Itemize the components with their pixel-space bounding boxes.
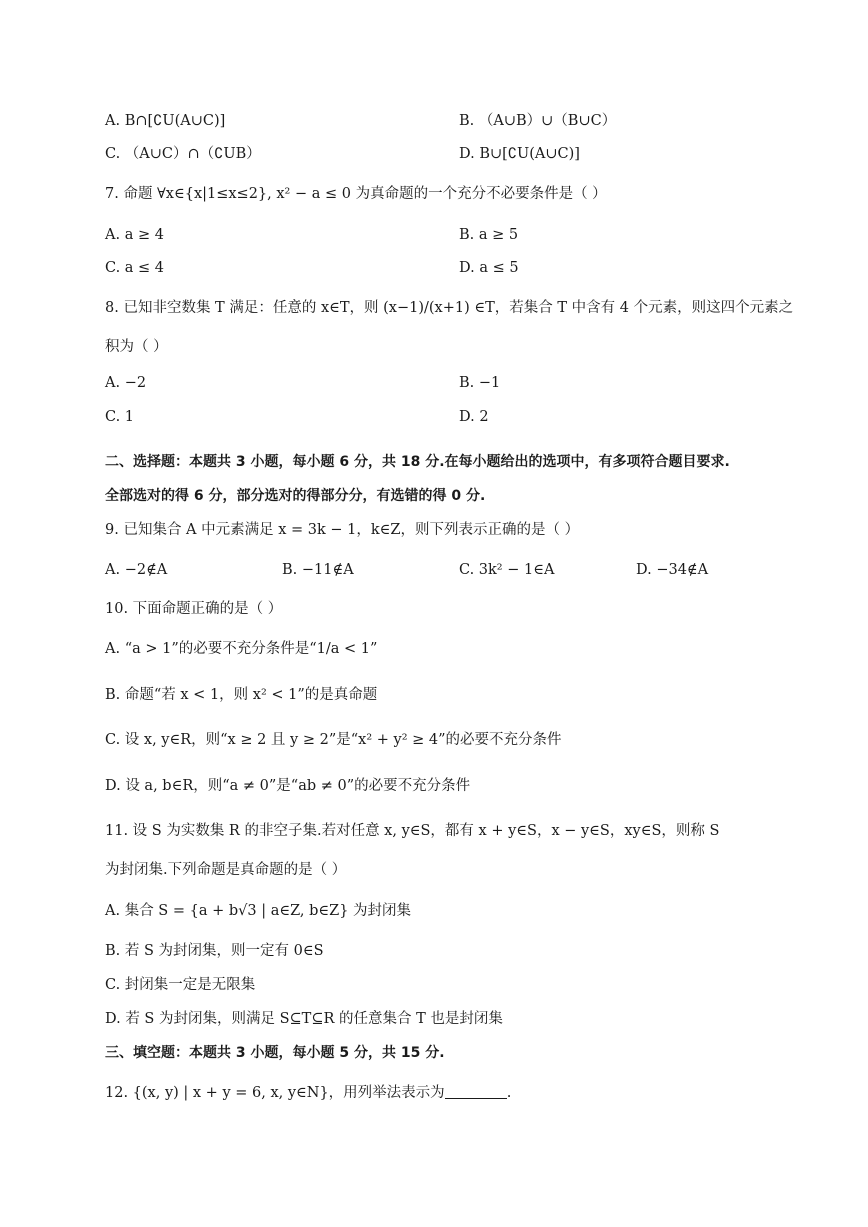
q11-option-c: C. 封闭集一定是无限集 — [105, 977, 256, 993]
q11-option-a: A. 集合 S = {a + b√3 | a∈Z, b∈Z} 为封闭集 — [105, 903, 412, 919]
q9-stem: 9. 已知集合 A 中元素满足 x = 3k − 1，k∈Z，则下列表示正确的是（ ） — [105, 522, 580, 538]
q11-option-d: D. 若 S 为封闭集，则满足 S⊆T⊆R 的任意集合 T 也是封闭集 — [105, 1011, 503, 1027]
q7-option-a: A. a ≥ 4 — [105, 227, 164, 243]
q12-stem: 12. {(x, y) | x + y = 6, x, y∈N}，用列举法表示为 — [105, 1085, 445, 1101]
q11-stem-line1: 11. 设 S 为实数集 R 的非空子集.若对任意 x, y∈S，都有 x + y∈S，x − y∈S，xy∈S，则称 S — [105, 823, 720, 839]
q10-stem: 10. 下面命题正确的是（ ） — [105, 601, 283, 617]
q9-option-b: B. −11∉A — [282, 562, 354, 578]
q9-option-d: D. −34∉A — [636, 562, 709, 578]
section-2-line1: 二、选择题：本题共 3 小题，每小题 6 分，共 18 分.在每小题给出的选项中，有多项符合题目要求. — [105, 454, 730, 470]
q8-option-c: C. 1 — [105, 409, 135, 425]
section-2-line2: 全部选对的得 6 分，部分选对的得部分分，有选错的得 0 分. — [105, 488, 486, 504]
q8-option-b: B. −1 — [459, 375, 501, 391]
q6-option-d: D. B∪[∁U(A∪C)] — [459, 146, 580, 162]
q8-option-d: D. 2 — [459, 409, 489, 425]
q8-stem-line1: 8. 已知非空数集 T 满足：任意的 x∈T，则 (x−1)/(x+1) ∈T，若集合 T 中含有 4 个元素，则这四个元素之 — [105, 300, 794, 316]
q10-option-c: C. 设 x, y∈R，则“x ≥ 2 且 y ≥ 2”是“x² + y² ≥ 4”的必要不充分条件 — [105, 732, 562, 748]
q10-option-a: A. “a > 1”的必要不充分条件是“1/a < 1” — [105, 641, 378, 657]
q9-option-c: C. 3k² − 1∈A — [459, 562, 555, 578]
q10-option-d: D. 设 a, b∈R，则“a ≠ 0”是“ab ≠ 0”的必要不充分条件 — [105, 778, 471, 794]
q11-option-b: B. 若 S 为封闭集，则一定有 0∈S — [105, 943, 324, 959]
q6-option-a: A. B∩[∁U(A∪C)] — [105, 113, 226, 129]
q9-option-a: A. −2∉A — [105, 562, 168, 578]
q10-option-b: B. 命题“若 x < 1，则 x² < 1”的是真命题 — [105, 687, 378, 703]
q12-line — [105, 1085, 511, 1102]
q11-stem-line2: 为封闭集.下列命题是真命题的是（ ） — [105, 862, 347, 878]
q7-option-c: C. a ≤ 4 — [105, 260, 165, 276]
q12-answer-blank[interactable] — [445, 1098, 507, 1099]
q7-option-d: D. a ≤ 5 — [459, 260, 519, 276]
q8-option-a: A. −2 — [105, 375, 147, 391]
section-3-line1: 三、填空题：本题共 3 小题，每小题 5 分，共 15 分. — [105, 1045, 445, 1061]
q7-option-b: B. a ≥ 5 — [459, 227, 519, 243]
q6-option-c: C. （A∪C）∩（∁UB） — [105, 146, 261, 162]
q8-stem-line2: 积为（ ） — [105, 339, 168, 355]
q6-option-b: B. （A∪B）∪（B∪C） — [459, 113, 617, 129]
q12-end: . — [506, 1085, 512, 1101]
q7-stem: 7. 命题 ∀x∈{x|1≤x≤2}, x² − a ≤ 0 为真命题的一个充分不必要条件是（ ） — [105, 186, 607, 202]
